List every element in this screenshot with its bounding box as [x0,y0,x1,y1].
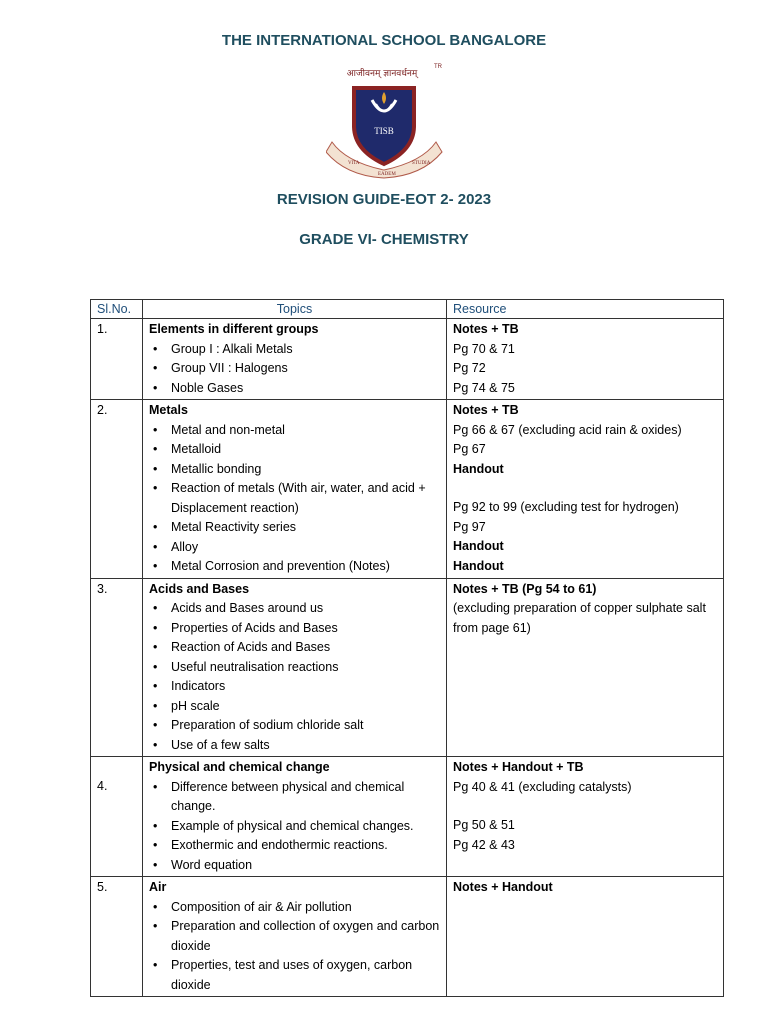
row-topics [143,400,447,579]
list-item: • Properties of Acids and Bases [149,619,440,639]
resource-line: Pg 42 & 43 [453,837,515,852]
resource-line: Notes + Handout + TB [453,760,584,774]
row-slno: 1. [91,319,143,400]
list-item: • Preparation of sodium chloride salt [149,716,440,736]
list-item: • Alloy [149,538,440,558]
subtopic-list [149,421,440,577]
resource-line: Pg 67 [453,442,486,456]
crest-emblem [326,78,446,180]
resource-line: Pg 72 [453,361,486,375]
resource-line: Handout [453,539,504,553]
list-item: • Properties, test and uses of oxygen, carbon dioxide [149,956,440,995]
resource-line: Pg 50 & 51 [453,818,515,832]
scroll-mid-text: EADEM [378,172,396,177]
list-item: • Composition of air & Air pollution [149,898,440,918]
table-row [91,877,724,997]
resource-line: Pg 66 & 67 (excluding acid rain & oxides) [453,422,682,437]
list-item: • Reaction of metals (With air, water, and acid + Displacement reaction) [149,479,440,518]
topic-title: Metals [149,403,188,417]
list-item: • Metalloid [149,440,440,460]
resource-spacer [453,797,717,816]
list-item: • Metallic bonding [149,460,440,480]
row-topics [143,877,447,997]
row-slno: 2. [91,400,143,579]
row-resources [447,319,724,400]
resource-line: Pg 74 & 75 [453,380,515,395]
topic-title: Elements in different groups [149,322,319,336]
resource-line: Pg 70 & 71 [453,341,515,356]
row-slno: 4. [91,757,143,877]
scroll-left-text: VITA [348,161,360,166]
school-motto: आजीवनम् ज्ञानवर्धनम् [346,69,418,79]
list-item: • Noble Gases [149,379,440,399]
list-item: • Reaction of Acids and Bases [149,638,440,658]
row-resources [447,578,724,757]
list-item: • Useful neutralisation reactions [149,658,440,678]
row-resources [447,757,724,877]
row-slno: 3. [91,578,143,757]
topic-title: Air [149,880,167,894]
school-logo [326,64,446,180]
resource-line: Pg 40 & 41 (excluding catalysts) [453,779,632,794]
row-resources [447,877,724,997]
topic-title: Physical and chemical change [149,760,330,774]
list-item: • Metal Reactivity series [149,518,440,538]
subtopic-list [149,898,440,996]
revision-table [90,299,724,997]
row-topics [143,578,447,757]
table-header-row [91,300,724,319]
school-name: THE INTERNATIONAL SCHOOL BANGALORE [221,32,547,49]
resource-line: Handout [453,558,504,573]
list-item: • Word equation [149,856,440,876]
header-resource: Resource [447,300,724,319]
resource-line: Notes + Handout [453,880,553,894]
resource-line: Pg 97 [453,519,486,534]
scroll-right-text: STUDIA [412,161,431,166]
list-item: • Example of physical and chemical changes. [149,817,440,837]
row-topics [143,757,447,877]
list-item: • Metal Corrosion and prevention (Notes) [149,557,440,577]
list-item: • Metal and non-metal [149,421,440,441]
list-item: • Group VII : Halogens [149,359,440,379]
table-row [91,400,724,579]
subtopic-list [149,599,440,755]
list-item: • Group I : Alkali Metals [149,340,440,360]
resource-line: (excluding preparation of copper sulphate salt from page 61) [453,601,706,635]
table-row [91,578,724,757]
crest-initials: TISB [374,126,394,136]
list-item: • Preparation and collection of oxygen and carbon dioxide [149,917,440,956]
trademark-mark: TR [434,64,442,70]
list-item: • Exothermic and endothermic reactions. [149,836,440,856]
resource-line: Pg 92 to 99 (excluding test for hydrogen) [453,500,679,514]
resource-line: Notes + TB [453,403,519,417]
guide-title: REVISION GUIDE-EOT 2- 2023 [276,191,492,208]
row-topics [143,319,447,400]
grade-title: GRADE VI- CHEMISTRY [299,231,469,248]
row-slno: 5. [91,877,143,997]
list-item: • Acids and Bases around us [149,599,440,619]
list-item: • Difference between physical and chemical change. [149,778,440,817]
resource-line: Notes + TB (Pg 54 to 61) [453,581,597,596]
header-topics: Topics [143,300,447,319]
resource-line: Handout [453,461,504,476]
header-slno: Sl.No. [91,300,143,319]
subtopic-list [149,778,440,876]
resource-spacer [453,479,717,498]
row-resources [447,400,724,579]
list-item: • Indicators [149,677,440,697]
subtopic-list [149,340,440,399]
topic-title: Acids and Bases [149,581,250,596]
list-item: • pH scale [149,697,440,717]
table-row [91,757,724,877]
resource-line: Notes + TB [453,322,519,336]
table-row [91,319,724,400]
list-item: • Use of a few salts [149,736,440,756]
